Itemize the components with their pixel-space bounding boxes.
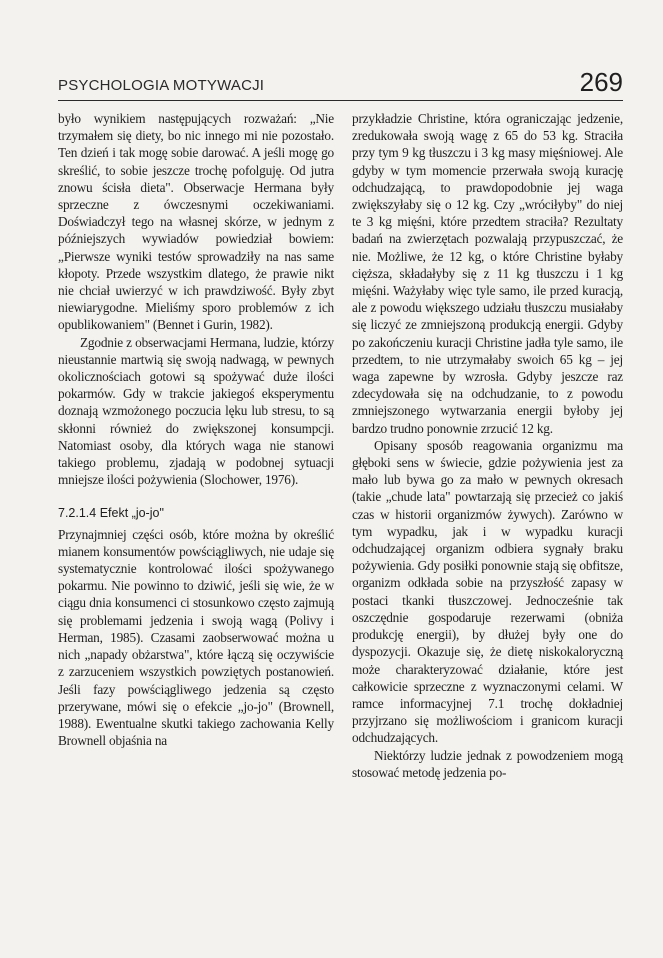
right-column [352,110,623,781]
paragraph: Przynajmniej części osób, które można by określić mianem konsumentów powściągliwych, nie udaje się systematycznie kontrolować ilości spożywanego pokarmu. Nie powinno to dziwić, jeśli się wie, że w ciągu dnia konsumenci ci stosunkowo często zajmują się problemami jedzenia i swoją wagą (Polivy i Herman, 1985). Czasami zaobserwować można u nich „napady obżarstwa", które łączą się oczywiście z zarzuceniem wszystkich powziętych postanowień. Jeśli fazy powściągliwego jedzenia są często przerywane, mówi się o efekcie „jo-jo" (Brownell, 1988). Ewentualne skutki takiego zachowania Kelly Brownell objaśnia na [58,526,334,749]
section-heading: 7.2.1.4 Efekt „jo-jo" [58,506,164,521]
paragraph: Niektórzy ludzie jednak z powodzeniem mogą stosować metodę jedzenia po- [352,747,623,780]
paragraph: Opisany sposób reagowania organizmu ma głęboki sens w świecie, gdzie pożywienia jest za mało lub bywa go za mało w pewnych okresach (takie „chude lata" powtarzają się przecież co jakiś czas w historii organizmów żywych). Zarówno w tym wypadku, jak i w wypadku kuracji odchudzającej organizm odbiera sygnały braku pożywienia. Gdy posiłki ponownie stają się obfitsze, organizm odkłada sobie na przyszłość zapasy w postaci tkanki tłuszczowej. Jednocześnie tak oszczędnie gospodaruje rezerwami (obniża produkcję energii), by dłużej były one do dyspozycji. Okazuje się, że dietę niskokaloryczną może charakteryzować działanie, które jest całkowicie sprzeczne z wyznaczonymi celami. W ramce informacyjnej 7.1 trochę dokładniej przyjrzano się możliwościom i granicom kuracji odchudzających. [352,437,623,746]
page-header [58,66,623,100]
left-column [58,110,334,749]
paragraph: było wynikiem następujących rozważań: „Nie trzymałem się diety, bo nic innego mi nie pozostało. Ten dzień i tak mogę sobie darować. A jeśli mogę go skreślić, to sobie jeszcze trochę pofolguję. Od jutra znowu ścisła dieta". Obserwacje Hermana były sprzeczne z ówczesnymi oczekiwaniami. Doświadczył tego na własnej skórze, w jednym z późniejszych wywiadów powiedział bowiem: „Pierwsze wyniki testów sprowadziły na nas same kłopoty. Przede wszystkim dlatego, że prawie nikt nie chciał uwierzyć w ich prawdziwość. Były zbyt niewiarygodne. Mieliśmy sporo problemów z ich opublikowaniem" (Bennet i Gurin, 1982). [58,111,334,333]
paragraph: przykładzie Christine, która ograniczając jedzenie, zredukowała swoją wagę z 65 do 53 kg. Straciła przy tym 9 kg tłuszczu i 3 kg masy mięśniowej. Ale gdyby w tym momencie przerwała swoją kurację odchudzającą, to prawdopodobnie jej waga zwiększyłaby się o 12 kg. Czy „wróciłyby" do niej te 3 kg mięśni, które przedtem straciła? Rezultaty badań na zwierzętach pozwalają przypuszczać, że nie. Możliwe, że 12 kg, o które Christine byłaby cięższa, składałyby się z 11 kg tłuszczu i 1 kg mięśni. Ważyłaby więc tyle samo, ile przed kuracją, ale z powodu większego udziału tłuszczu musiałaby się liczyć ze zmniejszoną produkcją energii. Gdyby po zakończeniu kuracji Christine jadła tyle samo, ile przedtem, to nie utrzymałaby swoich 65 kg – jej waga zapewne by wzrosła. Gdyby jeszcze raz zdecydowała się na odchudzanie, to z powodu zmniejszonego wytwarzania energii byłoby jej bardzo trudno ponownie zrzucić 12 kg. [352,111,623,436]
page-number: 269 [579,67,623,97]
header-rule [58,100,623,101]
running-head: PSYCHOLOGIA MOTYWACJI [58,77,265,94]
paragraph: Zgodnie z obserwacjami Hermana, ludzie, którzy nieustannie martwią się swoją nadwagą, w pewnych okolicznościach gotowi są spożywać duże ilości pokarmów. Gdy w trakcie jakiegoś eksperymentu doznają wzmożonego poczucia lęku lub stresu, to są skłonni również do zwiększonej konsumpcji. Natomiast osoby, dla których waga nie stanowi takiego problemu, zjadają w podobnej sytuacji mniejsze ilości pożywienia (Slochower, 1976). [58,334,334,488]
